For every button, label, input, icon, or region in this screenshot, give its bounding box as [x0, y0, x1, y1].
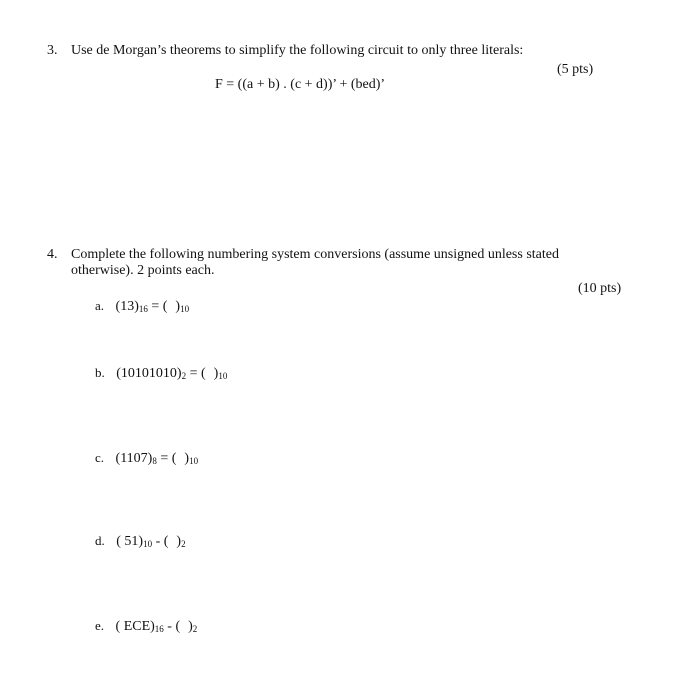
item-letter: b. — [95, 365, 105, 380]
item-operator: - ( — [155, 534, 169, 549]
list-item — [95, 450, 198, 467]
item-close: ) — [188, 619, 193, 634]
item-close: ) — [184, 451, 190, 466]
item-letter: a. — [95, 298, 105, 313]
item-from-base: 8 — [152, 456, 157, 466]
item-from-base: 16 — [154, 624, 164, 634]
question-4-text-line-1: Complete the following numbering system conversions (assume unsigned unless stated — [71, 247, 559, 262]
item-value: ( 51) — [116, 534, 144, 549]
item-to-base: 2 — [181, 539, 186, 549]
question-4-points: (10 pts) — [578, 281, 622, 296]
item-close: ) — [213, 366, 219, 381]
list-item — [95, 618, 197, 635]
question-3-number: 3. — [47, 43, 58, 58]
question-3-points: (5 pts) — [557, 62, 594, 77]
item-operator: = ( — [189, 366, 206, 381]
item-value: (1107) — [115, 451, 153, 466]
list-item — [95, 365, 227, 382]
item-close: ) — [175, 299, 181, 314]
item-operator: = ( — [151, 299, 168, 314]
question-3-text: Use de Morgan’s theorems to simplify the following circuit to only three literals: — [71, 43, 524, 58]
item-to-base: 10 — [189, 456, 199, 466]
item-letter: e. — [95, 618, 105, 633]
item-letter: c. — [95, 450, 105, 465]
item-from-base: 2 — [181, 371, 187, 381]
question-4-text-line-2: otherwise). 2 points each. — [71, 263, 215, 278]
item-value: (13) — [115, 299, 139, 314]
item-to-base: 10 — [180, 304, 190, 314]
item-close: ) — [176, 534, 182, 549]
item-from-base: 10 — [143, 539, 153, 549]
item-to-base: 10 — [218, 371, 228, 381]
item-to-base: 2 — [192, 624, 198, 634]
item-value: (10101010) — [116, 366, 182, 381]
item-operator: - ( — [167, 619, 181, 634]
list-item — [95, 533, 186, 550]
list-item — [95, 298, 189, 315]
item-value: ( ECE) — [115, 619, 155, 634]
question-3-formula: F = ((a + b) . (c + d))’ + (bed)’ — [215, 77, 386, 92]
question-4-number: 4. — [47, 247, 58, 262]
item-letter: d. — [95, 533, 105, 548]
item-operator: = ( — [160, 451, 177, 466]
item-from-base: 16 — [138, 304, 148, 314]
